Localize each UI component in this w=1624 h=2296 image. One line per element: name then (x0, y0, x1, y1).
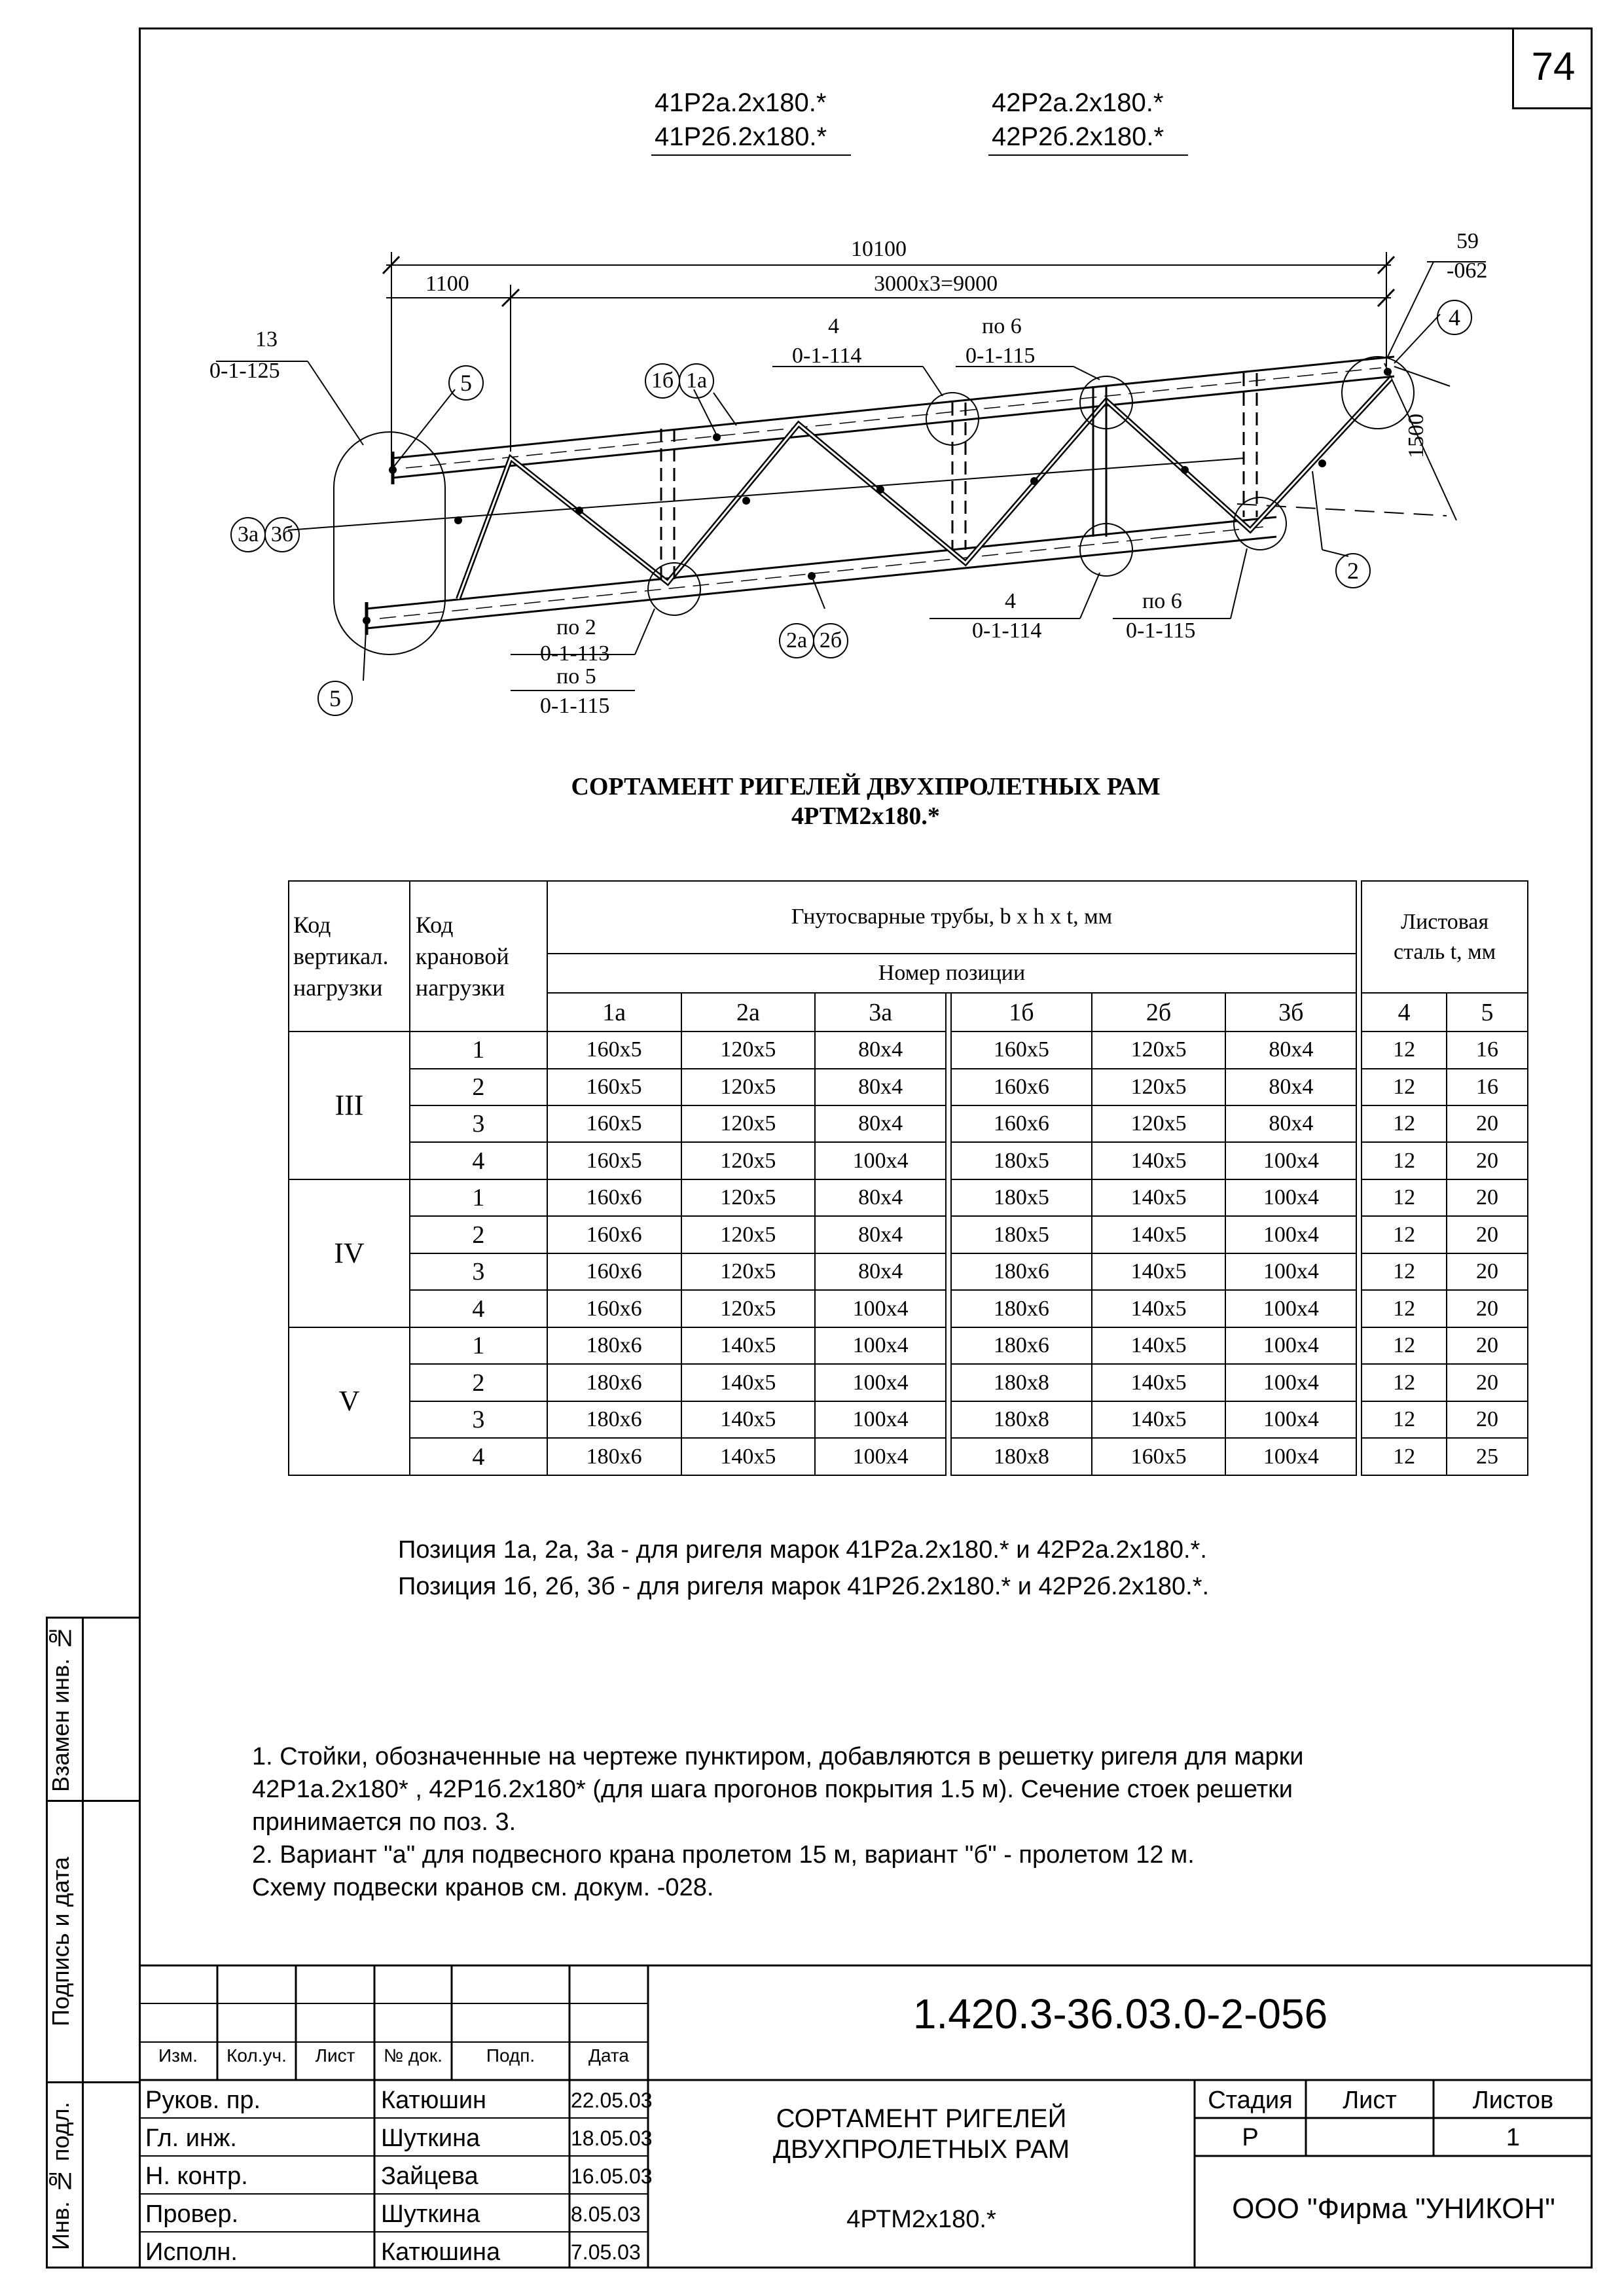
positions-line-2: Позиция 1б, 2б, 3б - для ригеля марок 41Р2б.2х180.* и 42Р2б.2х180.*. (398, 1573, 1210, 1600)
cell-2b: 140х5 (1092, 1364, 1226, 1401)
cell-1b: 180х6 (951, 1327, 1092, 1364)
cell-5: 16 (1447, 1069, 1528, 1105)
mark-41r2a: 41Р2а.2х180.* (655, 88, 827, 117)
cell-2b: 120х5 (1092, 1105, 1226, 1142)
signer-role: Руков. пр. (145, 2087, 261, 2114)
side-podpis: Подпись и дата (47, 1857, 74, 2026)
cell-3a: 100х4 (815, 1364, 946, 1401)
cell-1b: 180х6 (951, 1253, 1092, 1290)
cell-2a: 140х5 (681, 1438, 816, 1475)
crane-code: 4 (410, 1142, 547, 1179)
signer-role: Провер. (145, 2200, 239, 2228)
cell-2b: 140х5 (1092, 1401, 1226, 1438)
signer-role: Гл. инж. (145, 2125, 237, 2152)
cell-4: 12 (1362, 1438, 1447, 1475)
ref-0-1-125: 0-1-125 (209, 359, 280, 383)
vert-load-code: V (289, 1327, 410, 1475)
cell-5: 20 (1447, 1105, 1528, 1142)
bubble-1a: 1а (679, 363, 714, 399)
cell-2a: 140х5 (681, 1327, 816, 1364)
bubble-2: 2 (1335, 553, 1371, 588)
signer-name: Зайцева (381, 2162, 478, 2190)
cell-4: 12 (1362, 1327, 1447, 1364)
crane-code: 3 (410, 1253, 547, 1290)
crane-code: 2 (410, 1364, 547, 1401)
cell-2a: 120х5 (681, 1253, 816, 1290)
ref-0-1-115-top: 0-1-115 (965, 344, 1036, 368)
note-line-5: Схему подвески кранов см. докум. -028. (252, 1874, 714, 1901)
ref-0-1-115-left: 0-1-115 (540, 694, 610, 718)
side-inv: Инв. № подл. (47, 2102, 74, 2250)
hdr-crane-2: крановой (415, 943, 509, 969)
sheet-label: Лист (1343, 2087, 1397, 2114)
cell-1a: 160х5 (547, 1031, 681, 1068)
cell-2b: 140х5 (1092, 1290, 1226, 1327)
table-subtitle: 4РТМ2х180.* (791, 802, 940, 830)
dim-left: 1100 (425, 272, 469, 296)
cell-2b: 160х5 (1092, 1438, 1226, 1475)
signer-date: 7.05.03 (571, 2240, 641, 2264)
cell-3b: 100х4 (1225, 1216, 1356, 1253)
cell-3a: 100х4 (815, 1438, 946, 1475)
cell-5: 20 (1447, 1364, 1528, 1401)
company-name: ООО "Фирма "УНИКОН" (1232, 2193, 1555, 2225)
cell-2b: 140х5 (1092, 1327, 1226, 1364)
hdr-kolich: Кол.уч. (226, 2045, 287, 2066)
cell-2a: 120х5 (681, 1290, 816, 1327)
crane-code: 3 (410, 1401, 547, 1438)
bubble-4: 4 (1437, 300, 1472, 335)
cell-4: 12 (1362, 1069, 1447, 1105)
crane-code: 1 (410, 1179, 547, 1216)
bubble-1b: 1б (645, 363, 680, 399)
ref-0-1-114-top: 0-1-114 (792, 344, 862, 368)
cell-3b: 100х4 (1225, 1142, 1356, 1179)
cell-3a: 80х4 (815, 1253, 946, 1290)
cell-1a: 160х5 (547, 1142, 681, 1179)
cell-1a: 160х6 (547, 1253, 681, 1290)
cell-1b: 180х8 (951, 1438, 1092, 1475)
col-1a: 1а (547, 993, 681, 1031)
cell-1a: 160х5 (547, 1069, 681, 1105)
ref-po5: по 5 (556, 664, 596, 689)
cell-3a: 100х4 (815, 1142, 946, 1179)
ref-59: 59 (1456, 229, 1479, 253)
cell-1a: 180х6 (547, 1327, 681, 1364)
crane-code: 4 (410, 1438, 547, 1475)
cell-3b: 100х4 (1225, 1253, 1356, 1290)
cell-1b: 160х6 (951, 1069, 1092, 1105)
cell-1b: 180х8 (951, 1364, 1092, 1401)
col-2a: 2а (681, 993, 816, 1031)
hdr-sheet-1: Листовая (1401, 909, 1489, 934)
crane-code: 3 (410, 1105, 547, 1142)
cell-4: 12 (1362, 1105, 1447, 1142)
cell-5: 20 (1447, 1179, 1528, 1216)
doc-name-2: ДВУХПРОЛЕТНЫХ РАМ (772, 2135, 1070, 2164)
ref-4-top: 4 (828, 314, 839, 338)
cell-3b: 80х4 (1225, 1069, 1356, 1105)
bubble-2b: 2б (813, 623, 848, 658)
cell-1a: 160х6 (547, 1179, 681, 1216)
ref-po2: по 2 (556, 615, 596, 639)
cell-2a: 120х5 (681, 1069, 816, 1105)
hdr-crane-3: нагрузки (415, 975, 505, 1001)
hdr-crane-1: Код (415, 912, 454, 938)
signer-date: 22.05.03 (571, 2089, 653, 2112)
ref-0-1-115-bot: 0-1-115 (1126, 619, 1196, 643)
col-3a: 3а (815, 993, 946, 1031)
mark-42r2a: 42Р2а.2х180.* (992, 88, 1164, 117)
cell-3a: 80х4 (815, 1069, 946, 1105)
ref-po6-top: по 6 (982, 314, 1022, 338)
bubble-3b: 3б (264, 517, 300, 552)
cell-5: 20 (1447, 1216, 1528, 1253)
ref-0-1-113: 0-1-113 (540, 641, 610, 666)
cell-3a: 80х4 (815, 1179, 946, 1216)
cell-5: 20 (1447, 1290, 1528, 1327)
cell-4: 12 (1362, 1216, 1447, 1253)
signer-name: Катюшина (381, 2238, 501, 2266)
hdr-pipes: Гнутосварные трубы, b x h x t, мм (547, 881, 1356, 954)
cell-4: 12 (1362, 1142, 1447, 1179)
signer-role: Н. контр. (145, 2162, 248, 2190)
hdr-vert-2: вертикал. (293, 943, 389, 969)
cell-3b: 100х4 (1225, 1179, 1356, 1216)
cell-5: 20 (1447, 1142, 1528, 1179)
cell-3a: 100х4 (815, 1401, 946, 1438)
positions-line-1: Позиция 1а, 2а, 3а - для ригеля марок 41Р2а.2х180.* и 42Р2а.2х180.*. (398, 1536, 1207, 1564)
mark-41r2b: 41Р2б.2х180.* (655, 122, 827, 151)
hdr-data: Дата (588, 2045, 629, 2066)
col-5: 5 (1447, 993, 1528, 1031)
note-line-2: 42Р1а.2х180* , 42Р1б.2х180* (для шага прогонов покрытия 1.5 м). Сечение стоек решетки (252, 1776, 1293, 1803)
hdr-vert-1: Код (293, 912, 331, 938)
cell-1b: 180х8 (951, 1401, 1092, 1438)
cell-2a: 120х5 (681, 1142, 816, 1179)
mark-42r2b: 42Р2б.2х180.* (992, 122, 1164, 151)
cell-3b: 80х4 (1225, 1105, 1356, 1142)
ref-0-1-114-bot: 0-1-114 (972, 619, 1042, 643)
cell-3b: 100х4 (1225, 1401, 1356, 1438)
cell-1b: 180х6 (951, 1290, 1092, 1327)
sheets-label: Листов (1472, 2087, 1554, 2114)
signer-name: Катюшин (381, 2087, 487, 2114)
stage-value: Р (1242, 2124, 1259, 2151)
cell-2a: 140х5 (681, 1401, 816, 1438)
cell-4: 12 (1362, 1031, 1447, 1068)
sheet-number: 74 (1512, 27, 1593, 109)
ref-062: -062 (1447, 259, 1488, 283)
cell-3a: 80х4 (815, 1216, 946, 1253)
cell-3b: 100х4 (1225, 1438, 1356, 1475)
doc-code: 1.420.3-36.03.0-2-056 (912, 1990, 1328, 2037)
crane-code: 2 (410, 1216, 547, 1253)
cell-2b: 120х5 (1092, 1069, 1226, 1105)
signer-role: Исполн. (145, 2238, 238, 2266)
cell-3a: 100х4 (815, 1290, 946, 1327)
bubble-5-bottom: 5 (317, 681, 353, 716)
hdr-doc: № док. (384, 2045, 442, 2066)
ref-4-bot: 4 (1005, 589, 1016, 613)
signer-date: 16.05.03 (571, 2164, 653, 2188)
col-3b: 3б (1225, 993, 1356, 1031)
cell-2b: 140х5 (1092, 1142, 1226, 1179)
cell-1a: 160х6 (547, 1290, 681, 1327)
cell-2b: 140х5 (1092, 1216, 1226, 1253)
note-line-1: 1. Стойки, обозначенные на чертеже пунктиром, добавляются в решетку ригеля для марки (252, 1743, 1304, 1770)
hdr-sheet-2: сталь t, мм (1393, 939, 1496, 964)
cell-2a: 120х5 (681, 1179, 816, 1216)
note-line-3: принимается по поз. 3. (252, 1808, 516, 1836)
col-1b: 1б (951, 993, 1092, 1031)
crane-code: 1 (410, 1031, 547, 1068)
crane-code: 4 (410, 1290, 547, 1327)
cell-1b: 180х5 (951, 1179, 1092, 1216)
cell-5: 20 (1447, 1253, 1528, 1290)
side-vzamen: Взамен инв. № (47, 1624, 74, 1792)
hdr-vert-3: нагрузки (293, 975, 383, 1001)
signer-date: 18.05.03 (571, 2126, 653, 2150)
cell-1b: 180х5 (951, 1142, 1092, 1179)
dim-height: 1500 (1404, 414, 1428, 458)
cell-1a: 180х6 (547, 1438, 681, 1475)
ref-13: 13 (255, 327, 278, 351)
cell-5: 20 (1447, 1327, 1528, 1364)
cell-3b: 100х4 (1225, 1364, 1356, 1401)
cell-2a: 140х5 (681, 1364, 816, 1401)
cell-1a: 180х6 (547, 1401, 681, 1438)
cell-4: 12 (1362, 1290, 1447, 1327)
cell-4: 12 (1362, 1401, 1447, 1438)
cell-3b: 100х4 (1225, 1327, 1356, 1364)
hdr-podp: Подп. (486, 2045, 535, 2066)
cell-2a: 120х5 (681, 1105, 816, 1142)
stage-label: Стадия (1208, 2087, 1293, 2114)
sheets-value: 1 (1506, 2124, 1521, 2151)
dim-main: 3000х3=9000 (874, 272, 998, 296)
cell-3b: 80х4 (1225, 1031, 1356, 1068)
cell-5: 16 (1447, 1031, 1528, 1068)
vert-load-code: III (289, 1031, 410, 1179)
bubble-5-top: 5 (448, 365, 484, 401)
doc-name-1: СОРТАМЕНТ РИГЕЛЕЙ (776, 2104, 1067, 2133)
cell-3a: 80х4 (815, 1105, 946, 1142)
cell-1b: 160х6 (951, 1105, 1092, 1142)
hdr-list: Лист (315, 2045, 355, 2066)
cell-2b: 140х5 (1092, 1179, 1226, 1216)
hdr-izm: Изм. (158, 2045, 198, 2066)
cell-1b: 160х5 (951, 1031, 1092, 1068)
bubble-2a: 2а (779, 623, 814, 658)
cell-1b: 180х5 (951, 1216, 1092, 1253)
cell-2a: 120х5 (681, 1216, 816, 1253)
ref-po6-bot: по 6 (1142, 589, 1182, 613)
cell-5: 20 (1447, 1401, 1528, 1438)
cell-3a: 100х4 (815, 1327, 946, 1364)
cell-1a: 180х6 (547, 1364, 681, 1401)
cell-2b: 120х5 (1092, 1031, 1226, 1068)
crane-code: 2 (410, 1069, 547, 1105)
signer-name: Шуткина (381, 2200, 480, 2228)
signer-date: 8.05.03 (571, 2202, 641, 2226)
table-title: СОРТАМЕНТ РИГЕЛЕЙ ДВУХПРОЛЕТНЫХ РАМ (571, 773, 1161, 800)
cell-5: 25 (1447, 1438, 1528, 1475)
cell-3b: 100х4 (1225, 1290, 1356, 1327)
col-2b: 2б (1092, 993, 1226, 1031)
crane-code: 1 (410, 1327, 547, 1364)
signer-name: Шуткина (381, 2125, 480, 2152)
cell-4: 12 (1362, 1364, 1447, 1401)
cell-4: 12 (1362, 1253, 1447, 1290)
cell-4: 12 (1362, 1179, 1447, 1216)
col-4: 4 (1362, 993, 1447, 1031)
cell-2a: 120х5 (681, 1031, 816, 1068)
vert-load-code: IV (289, 1179, 410, 1327)
dim-total: 10100 (851, 237, 907, 261)
hdr-position: Номер позиции (547, 954, 1356, 994)
cell-3a: 80х4 (815, 1031, 946, 1068)
cell-1a: 160х6 (547, 1216, 681, 1253)
cell-2b: 140х5 (1092, 1253, 1226, 1290)
cell-1a: 160х5 (547, 1105, 681, 1142)
doc-name-3: 4РТМ2х180.* (846, 2206, 996, 2233)
bubble-3a: 3а (230, 517, 266, 552)
note-line-4: 2. Вариант "а" для подвесного крана пролетом 15 м, вариант "б" - пролетом 12 м. (252, 1841, 1195, 1869)
